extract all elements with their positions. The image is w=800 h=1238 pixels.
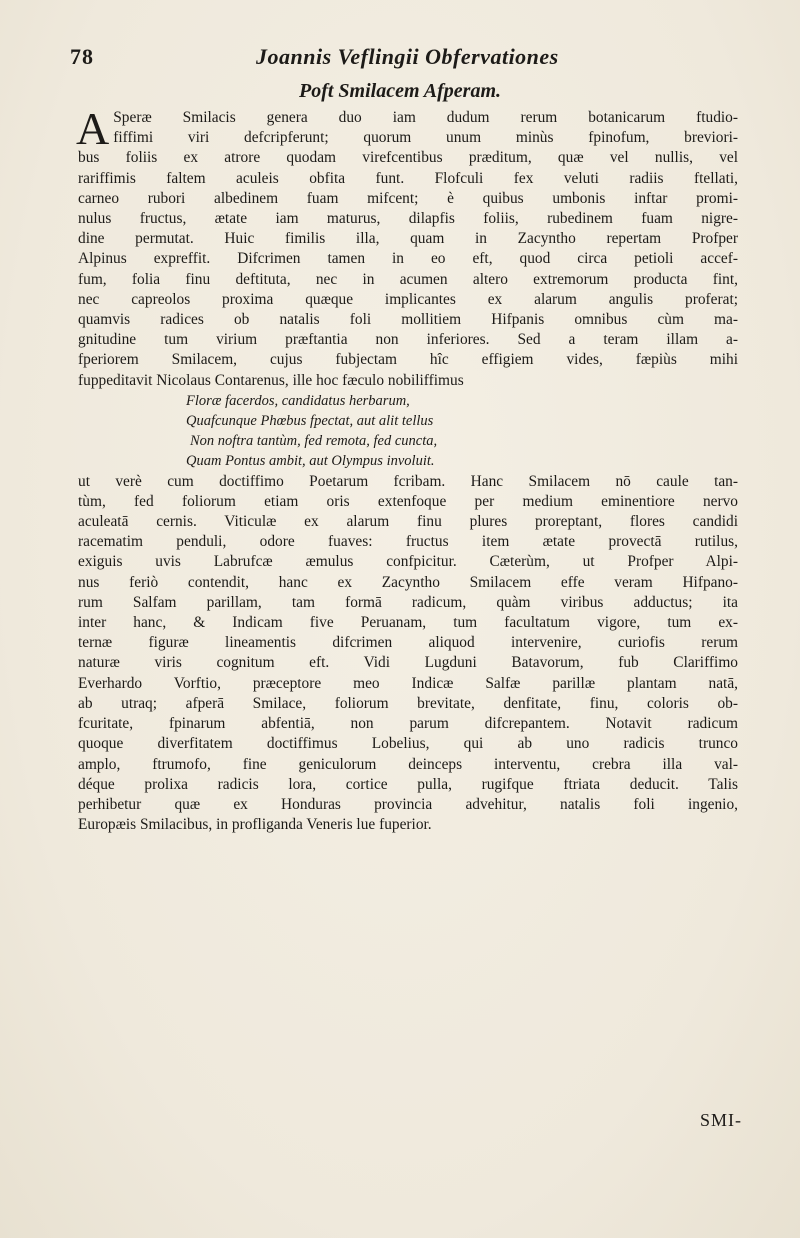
text-line: déque prolixa radicis lora, cortice pulla, rugifque ftriata deducit. Talis bbox=[78, 775, 738, 793]
text-line: quoque diverfitatem doctiffimus Lobelius, qui ab uno radicis trunco bbox=[78, 735, 738, 753]
section-title: Poft Smilacem Afperam. bbox=[298, 80, 501, 102]
text-line: Everhardo Vorftio, præceptore meo Indicæ Salfæ parillæ plantam natā, bbox=[78, 674, 738, 692]
text-line: nulus fructus, ætate iam maturus, dilapfis foliis, rubedinem fuam nigre- bbox=[78, 210, 738, 228]
text-line: Speræ Smilacis genera duo iam dudum rerum botanicarum ftudio- bbox=[113, 109, 738, 126]
text-line: fcuritate, fpinarum abfentiā, non parum difcrepantem. Notavit radicum bbox=[78, 715, 738, 733]
text-line: aculeatā cernis. Viticulæ ex alarum finu plures proreptant, flores candidi bbox=[78, 513, 738, 531]
text-line: rum Salfam parillam, tam formā radicum, quàm viribus adductus; ita bbox=[78, 593, 738, 611]
text-line: fperiorem Smilacem, cujus fubjectam hîc effigiem vides, fæpiùs mihi bbox=[78, 351, 738, 369]
text-line: ab utraq; afperā Smilace, foliorum brevitate, denfitate, finu, coloris ob- bbox=[78, 694, 738, 712]
text-line: bus foliis ex atrore quodam virefcentibus præditum, quæ vel nullis, vel bbox=[78, 149, 738, 167]
verse-line: Quafcunque Phœbus fpectat, aut alit tellus bbox=[186, 413, 434, 430]
text-line: carneo rubori albedinem fuam mifcent; è quibus umbonis inftar promi- bbox=[78, 189, 738, 207]
text-line: racematim penduli, odore fuaves: fructus item ætate provectā rutilus, bbox=[78, 533, 738, 551]
text-line: gnitudine tum virium præftantia non inferiores. Sed a teram illam a- bbox=[78, 331, 738, 349]
text-line: exiguis uvis Labrufcæ æmulus confpicitur. Cæterùm, ut Profper Alpi- bbox=[78, 553, 738, 571]
text-line: fum, folia finu deftituta, nec in acumen altero extremorum producta fint, bbox=[78, 270, 738, 288]
body-text bbox=[76, 103, 738, 835]
running-head: Joannis Veflingii Obfervationes bbox=[256, 44, 559, 69]
text-line: ut verè cum doctiffimo Poetarum fcribam. Hanc Smilacem nō caule tan- bbox=[78, 472, 738, 490]
text-line: quamvis radices ob natalis foli mollitiem Hifpanis omnibus cùm ma- bbox=[78, 311, 738, 329]
text-line: naturæ viris cognitum eft. Vidi Lugduni Batavorum, fub Clariffimo bbox=[78, 654, 738, 672]
text-line: Europæis Smilacibus, in profliganda Veneris lue fuperior. bbox=[78, 816, 432, 834]
text-line: fiffimi viri defcripferunt; quorum unum minùs fpinofum, breviori- bbox=[113, 129, 738, 147]
text-line: amplo, ftrumofo, fine geniculorum deinceps interventu, crebra illa val- bbox=[78, 755, 738, 773]
text-line: ternæ figuræ lineamentis difcrimen aliquod intervenire, curiofis rerum bbox=[78, 634, 738, 652]
text-line: rariffimis faltem aculeis obfita funt. Flofculi fex veluti radiis ftellati, bbox=[78, 169, 738, 187]
catchword: SMI- bbox=[699, 1110, 742, 1130]
text-line: tùm, fed foliorum etiam oris extenfoque per medium eminentiore nervo bbox=[78, 492, 738, 510]
text-line: inter hanc, & Indicam five Peruanam, tum facultatum vigore, tum ex- bbox=[78, 614, 738, 632]
text-line: nus feriò contendit, hanc ex Zacyntho Smilacem effe veram Hifpano- bbox=[78, 573, 738, 591]
page-number: 78 bbox=[70, 44, 94, 69]
text-line: Alpinus expreffit. Difcrimen tamen in eo eft, quod circa petioli accef- bbox=[78, 250, 738, 268]
text-line: dine permutat. Huic fimilis illa, quam in Zacyntho repertam Profper bbox=[78, 230, 738, 248]
text-line: nec capreolos proxima quæque implicantes ex alarum angulis proferat; bbox=[78, 290, 738, 308]
text-line: fuppeditavit Nicolaus Contarenus, ille hoc fæculo nobiliffimus bbox=[78, 371, 464, 389]
drop-cap: A bbox=[76, 103, 110, 154]
verse-line: Quam Pontus ambit, aut Olympus involuit. bbox=[186, 453, 435, 470]
verse-line: Floræ facerdos, candidatus herbarum, bbox=[186, 392, 410, 409]
page-header bbox=[70, 44, 750, 74]
text-line: perhibetur quæ ex Honduras provincia advehitur, natalis foli ingenio, bbox=[78, 795, 738, 813]
verse-line: Non noftra tantùm, fed remota, fed cuncta, bbox=[190, 433, 438, 450]
